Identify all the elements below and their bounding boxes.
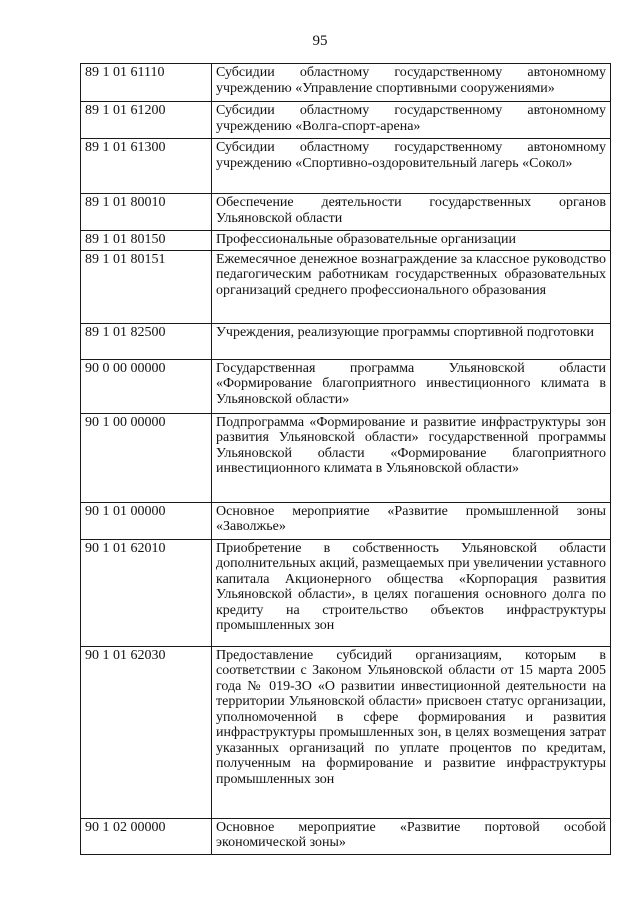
- row-code: 90 1 01 62010: [81, 539, 212, 646]
- row-description: Субсидии областному государственному автономному учреждению «Спортивно-оздоровительный лагерь «Сокол»: [212, 139, 611, 194]
- row-code: 90 0 00 00000: [81, 359, 212, 413]
- row-description: Подпрограмма «Формирование и развитие инфраструктуры зон развития Ульяновской области» государственной программы Ульяновской области «Формирование благоприятного инвестиционного климата в Ульяновской области»: [212, 413, 611, 502]
- row-code: 90 1 00 00000: [81, 413, 212, 502]
- row-description: Основное мероприятие «Развитие портовой особой экономической зоны»: [212, 818, 611, 854]
- row-code: 90 1 01 62030: [81, 646, 212, 818]
- table-row: [81, 194, 611, 231]
- row-description: Субсидии областному государственному автономному учреждению «Управление спортивными сооружениями»: [212, 64, 611, 102]
- row-code: 89 1 01 80151: [81, 250, 212, 323]
- row-description: Ежемесячное денежное вознаграждение за классное руководство педагогическим работникам государственных образовательных организаций среднего профессионального образования: [212, 250, 611, 323]
- table-row: [81, 323, 611, 359]
- row-code: 89 1 01 61300: [81, 139, 212, 194]
- row-description: Предоставление субсидий организациям, которым в соответствии с Законом Ульяновской области от 15 марта 2005 года № 019-ЗО «О развитии инвестиционной деятельности на территории Ульяновской области» присвоен статус организации, уполномоченной в сфере формирования и развития инфраструктуры промышленных зон, в целях возмещения затрат указанных организаций по уплате процентов по кредитам, полученным на формирование и развитие инфраструктуры промышленных зон: [212, 646, 611, 818]
- table-row: [81, 250, 611, 323]
- row-code: 89 1 01 61200: [81, 102, 212, 139]
- row-description: Учреждения, реализующие программы спортивной подготовки: [212, 323, 611, 359]
- table-row: [81, 359, 611, 413]
- budget-code-table: [80, 63, 611, 855]
- table-row: [81, 231, 611, 251]
- row-description: Субсидии областному государственному автономному учреждению «Волга-спорт-арена»: [212, 102, 611, 139]
- row-code: 89 1 01 61110: [81, 64, 212, 102]
- table-row: [81, 102, 611, 139]
- table-row: [81, 539, 611, 646]
- row-description: Обеспечение деятельности государственных органов Ульяновской области: [212, 194, 611, 231]
- row-description: Государственная программа Ульяновской области «Формирование благоприятного инвестиционного климата в Ульяновской области»: [212, 359, 611, 413]
- row-description: Основное мероприятие «Развитие промышленной зоны «Заволжье»: [212, 502, 611, 539]
- table-row: [81, 818, 611, 854]
- row-code: 90 1 01 00000: [81, 502, 212, 539]
- row-description: Приобретение в собственность Ульяновской области дополнительных акций, размещаемых при увеличении уставного капитала Акционерного общества «Корпорация развития Ульяновской области», в целях погашения основного долга по кредиту на строительство объектов инфраструктуры промышленных зон: [212, 539, 611, 646]
- row-code: 89 1 01 80010: [81, 194, 212, 231]
- table-row: [81, 413, 611, 502]
- row-code: 89 1 01 80150: [81, 231, 212, 251]
- table-row: [81, 139, 611, 194]
- row-code: 89 1 01 82500: [81, 323, 212, 359]
- row-code: 90 1 02 00000: [81, 818, 212, 854]
- page-number: 95: [312, 33, 328, 49]
- row-description: Профессиональные образовательные организации: [212, 231, 611, 251]
- table-row: [81, 64, 611, 102]
- table-row: [81, 502, 611, 539]
- table-row: [81, 646, 611, 818]
